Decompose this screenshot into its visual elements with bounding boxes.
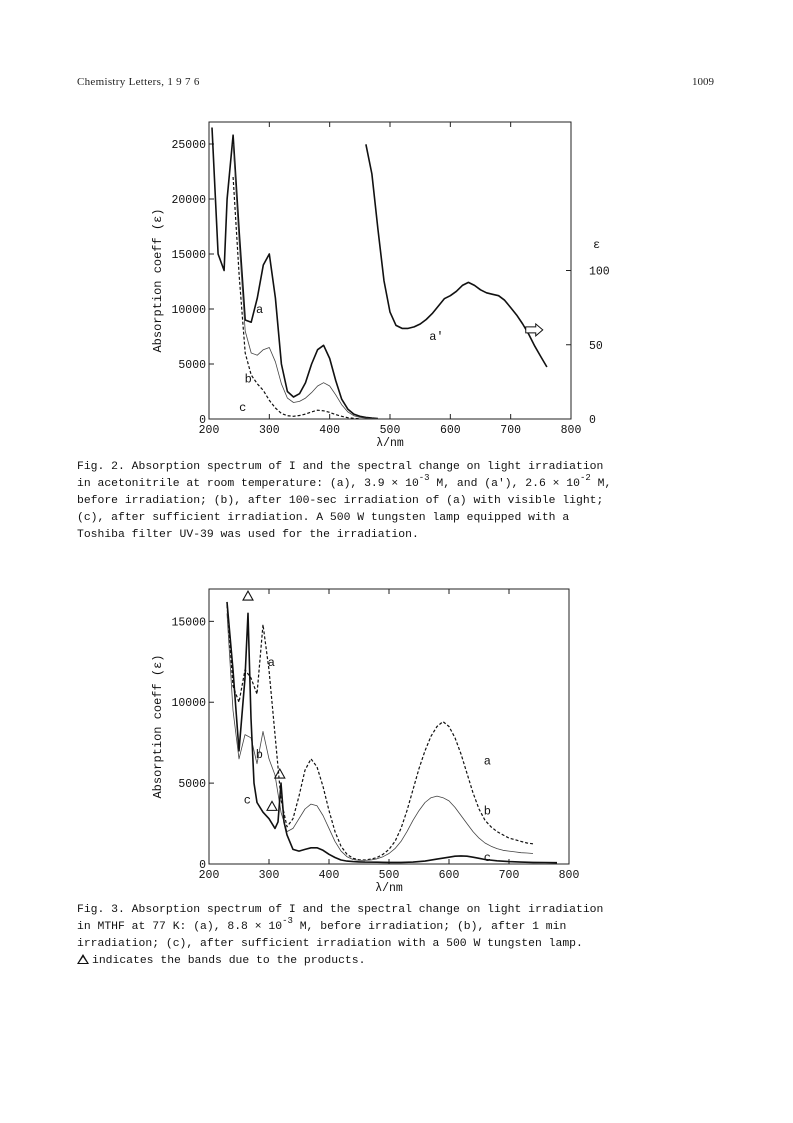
series-label-b: b (255, 748, 264, 762)
x-tick-label: 500 (378, 869, 400, 882)
caption-line: irradiation; (c), after sufficient irradiation with a 500 W tungsten lamp. (77, 938, 583, 950)
y-tick-label: 20000 (171, 194, 206, 207)
x-tick-label: 800 (558, 869, 580, 882)
x-tick-label: 400 (318, 869, 340, 882)
x-axis-label: λ/nm (376, 437, 404, 450)
triangle-icon (275, 769, 285, 778)
right-tick-label: 0 (589, 414, 596, 427)
x-tick-label: 200 (198, 424, 220, 437)
figure-3-caption (77, 902, 717, 970)
x-tick-label: 200 (198, 869, 220, 882)
right-tick-label: 50 (589, 339, 603, 353)
page-number: 1009 (692, 76, 714, 88)
series-label-b-right: b (483, 804, 492, 819)
x-tick-label: 600 (438, 869, 460, 882)
figure-2-chart (0, 0, 793, 460)
x-tick-label: 700 (500, 424, 522, 437)
y-tick-label: 15000 (171, 249, 206, 262)
figure-2 (0, 0, 793, 460)
y-tick-label: 25000 (171, 139, 206, 152)
caption-line: before irradiation; (b), after 100-sec irradiation of (a) with visible light; (77, 495, 604, 507)
caption-line: in acetonitrile at room temperature: (a), $3.9 \times 10^{-3}$ M, and (a'), $2.6 \times 10^{-2}$ M, (77, 473, 612, 490)
series-label-a: a (256, 303, 264, 317)
series-label-c-right: c (483, 851, 492, 866)
caption-line: Fig. 3. Absorption spectrum of I and the spectral change on light irradiation (77, 904, 604, 916)
figure-3 (0, 575, 793, 900)
right-tick-label: 100 (589, 265, 610, 279)
plot-frame (209, 122, 571, 419)
series-label-a-right: a (483, 754, 492, 769)
x-axis-label: λ/nm (375, 882, 403, 895)
series-label-c: c (239, 400, 247, 415)
triangle-icon (243, 591, 253, 600)
series-b-line (233, 144, 378, 419)
x-tick-label: 500 (379, 424, 401, 437)
caption-line: in MTHF at 77 K: (a), $8.8 \times 10^{-3}$ M, before irradiation; (b), after 1 min (77, 916, 567, 933)
y-tick-label: 10000 (171, 304, 206, 317)
y-tick-label: 5000 (178, 359, 206, 372)
x-tick-label: 600 (439, 424, 461, 437)
x-tick-label: 800 (560, 424, 582, 437)
caption-line: Fig. 2. Absorption spectrum of I and the spectral change on light irradiation (77, 461, 604, 473)
series-label-a: a (267, 655, 276, 670)
y-tick-label: 5000 (178, 778, 206, 792)
caption-line: indicates the bands due to the products. (77, 953, 717, 970)
series-a-line (227, 605, 533, 860)
y-axis-label: Absorption coeff (ε) (151, 654, 165, 799)
running-header: Chemistry Letters, 1 9 7 6 (77, 76, 200, 88)
series-label-a-prime: a' (429, 329, 444, 344)
x-tick-label: 300 (258, 424, 280, 437)
caption-line: Toshiba filter UV-39 was used for the irradiation. (77, 529, 419, 541)
series-label-c: c (243, 793, 252, 808)
series-c-line (227, 602, 557, 866)
y-tick-label: 15000 (171, 616, 206, 630)
x-tick-label: 300 (258, 869, 280, 882)
y-tick-label: 0 (199, 414, 206, 427)
series-c-line (233, 177, 360, 419)
figure-3-chart (0, 575, 793, 900)
series-a-line (212, 128, 378, 419)
x-tick-label: 700 (498, 869, 520, 882)
x-tick-label: 400 (319, 424, 341, 437)
triangle-icon (267, 801, 277, 810)
y-tick-label: 10000 (171, 697, 206, 711)
series-label-b: b (244, 372, 252, 387)
right-axis-label: ε (593, 237, 601, 252)
triangle-icon (77, 954, 89, 964)
y-axis-label: Absorption coeff (ε) (151, 208, 165, 353)
series-aprime-line (366, 144, 547, 367)
caption-line: (c), after sufficient irradiation. A 500 W tungsten lamp equipped with a (77, 512, 570, 524)
figure-2-caption (77, 459, 717, 544)
y-tick-label: 0 (199, 859, 206, 872)
